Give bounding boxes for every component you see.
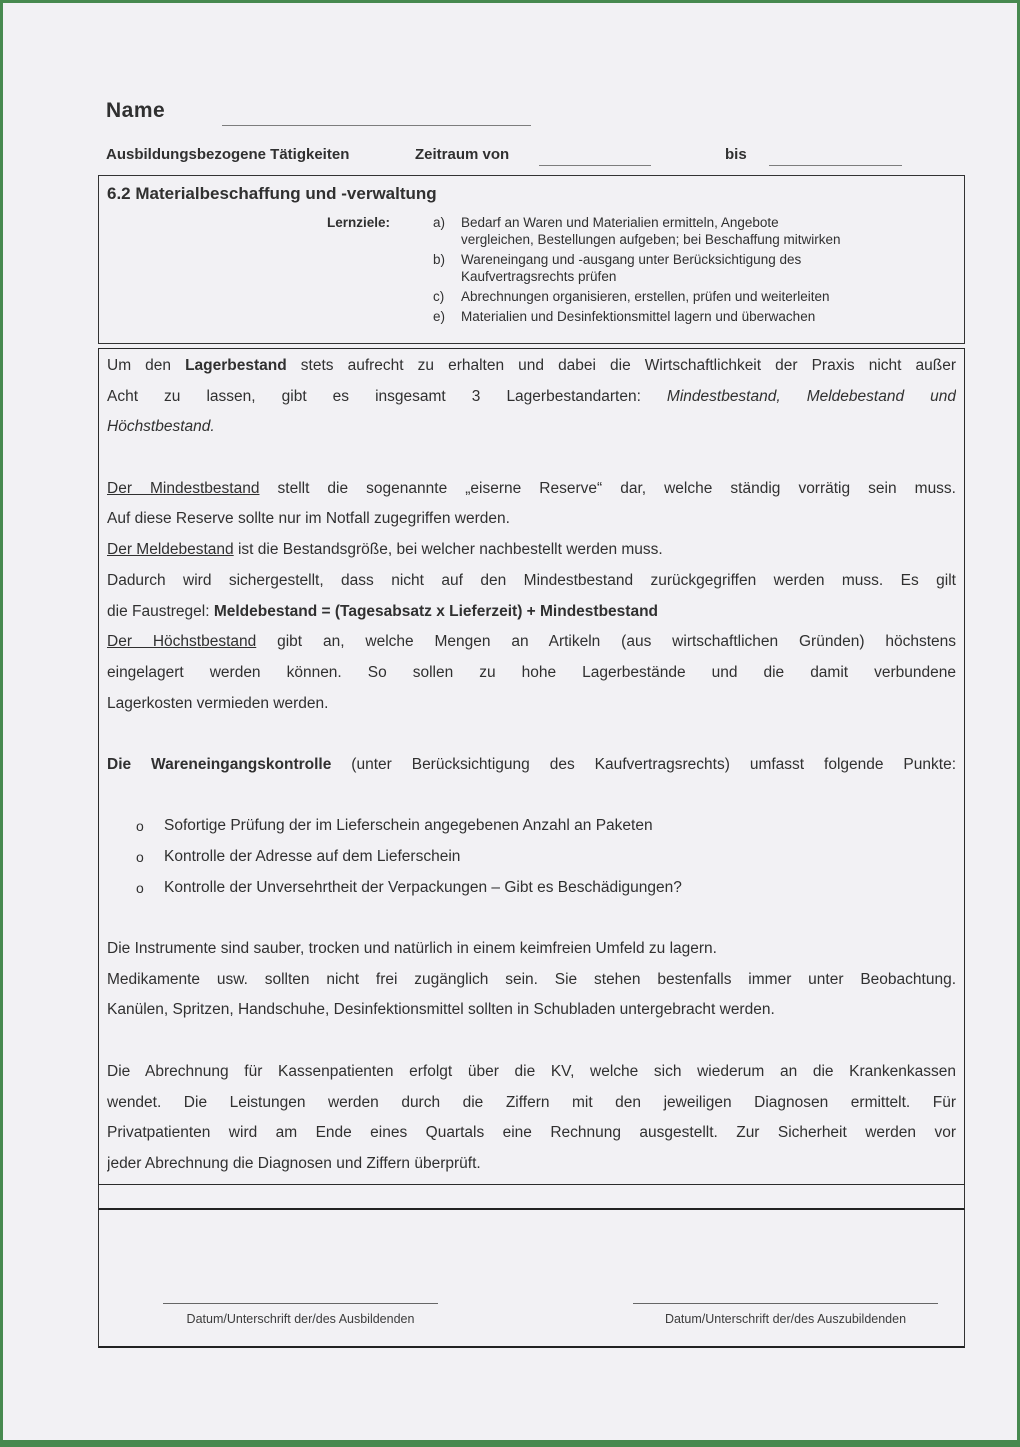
blank-line [107, 443, 956, 474]
goal-text: Wareneingang und -ausgang unter Berücksichtigung des Kaufvertragsrechts prüfen [461, 252, 802, 284]
bullet-item: o Kontrolle der Unversehrtheit der Verpackungen – Gibt es Beschädigungen? [107, 873, 956, 904]
body-line: Acht zu lassen, gibt es insgesamt 3 Lagerbestandarten: Mindestbestand, Meldebestand und [107, 387, 956, 405]
tasks-label: Ausbildungsbezogene Tätigkeiten [106, 146, 350, 163]
body-line: Höchstbestand. [107, 418, 215, 436]
bullet-item: o Sofortige Prüfung der im Lieferschein angegebenen Anzahl an Paketen [107, 811, 956, 842]
trainer-signature-line[interactable] [163, 1303, 438, 1304]
period-until-label: bis [725, 146, 747, 163]
blank-line [107, 719, 956, 750]
goal-text: Abrechnungen organisieren, erstellen, prüfen und weiterleiten [461, 289, 830, 304]
body-line: Um den Lagerbestand stets aufrecht zu erhalten und dabei die Wirtschaftlichkeit der Praxis nicht außer [107, 357, 956, 374]
goals-label: Lernziele: [327, 215, 391, 230]
trainer-signature-caption: Datum/Unterschrift der/des Ausbildenden [186, 1312, 415, 1326]
signature-box [98, 1210, 965, 1348]
body-line: die Faustregel: Meldebestand = (Tagesabsatz x Lieferzeit) + Mindestbestand [107, 602, 659, 620]
body-line: jeder Abrechnung die Diagnosen und Ziffern überprüft. [107, 1154, 481, 1172]
body-line: Lagerkosten vermieden werden. [107, 694, 329, 712]
goal-letter: b) [433, 252, 446, 267]
body-line: Dadurch wird sichergestellt, dass nicht auf den Mindestbestand zurückgegriffen werden muss. Es gilt [107, 571, 956, 589]
bullet-marker: o [136, 849, 144, 865]
bullet-marker: o [136, 818, 144, 835]
goal-list [433, 214, 841, 328]
main-text-box [98, 348, 965, 1185]
blank-line [107, 1026, 956, 1057]
body-line: Der Mindestbestand stellt die sogenannte „eiserne Reserve“ dar, welche ständig vorrätig sein muss. [107, 479, 956, 497]
goal-letter: e) [433, 309, 446, 324]
body-line: eingelagert werden können. So sollen zu hohe Lagerbestände und die damit verbundene [107, 663, 956, 681]
body-line: Kanülen, Spritzen, Handschuhe, Desinfektionsmittel sollten in Schubladen untergebracht werden. [107, 1001, 775, 1019]
goal-item-e [433, 308, 841, 325]
goal-letter: c) [433, 289, 445, 304]
name-label: Name [106, 99, 166, 122]
body-line: Der Meldebestand ist die Bestandsgröße, bei welcher nachbestellt werden muss. [107, 541, 663, 559]
bullet-marker: o [136, 879, 144, 896]
trainee-signature-caption: Datum/Unterschrift der/des Auszubildenden [664, 1312, 907, 1326]
name-fill-line[interactable] [222, 125, 531, 126]
body-line: Die Abrechnung für Kassenpatienten erfolgt über die KV, welche sich wiederum an die Krankenkassen [107, 1062, 956, 1080]
blank-line [107, 903, 956, 934]
blank-line [107, 781, 956, 812]
goal-text: Materialien und Desinfektionsmittel lagern und überwachen [461, 309, 816, 324]
empty-row [98, 1185, 965, 1210]
period-from-fill-line[interactable] [539, 165, 651, 166]
body-line: Privatpatienten wird am Ende eines Quartals eine Rechnung ausgestellt. Zur Sicherheit werden vor [107, 1124, 956, 1142]
goal-item-c [433, 288, 841, 305]
goal-item-a [433, 214, 841, 248]
section-title: 6.2 Materialbeschaffung und -verwaltung [107, 184, 437, 203]
body-line: Auf diese Reserve sollte nur im Notfall zugegriffen werden. [107, 510, 510, 528]
body-line: wendet. Die Leistungen werden durch die Ziffern mit den jeweiligen Diagnosen ermittelt. Für [107, 1093, 956, 1111]
goal-item-b [433, 251, 841, 285]
body-line: Die Wareneingangskontrolle (unter Berücksichtigung des Kaufvertragsrechts) umfasst folgende Punkte: [107, 755, 956, 773]
learning-goals [107, 214, 956, 328]
period-until-fill-line[interactable] [769, 165, 902, 166]
section-box [98, 175, 965, 344]
bullet-item: o Kontrolle der Adresse auf dem Lieferschein [107, 842, 956, 873]
body-line: Medikamente usw. sollten nicht frei zugänglich sein. Sie stehen bestenfalls immer unter Beobachtung. [107, 970, 956, 988]
goal-letter: a) [433, 215, 446, 230]
period-from-label: Zeitraum von [415, 146, 510, 163]
trainee-signature-line[interactable] [633, 1303, 938, 1304]
goal-text: Bedarf an Waren und Materialien ermitteln, Angebote vergleichen, Bestellungen aufgeben; bei Beschaffung mitwirken [461, 215, 841, 247]
trainer-signature-block [163, 1303, 438, 1326]
body-line: Der Höchstbestand gibt an, welche Mengen an Artikeln (aus wirtschaftlichen Gründen) höchstens [107, 633, 956, 651]
body-line: Die Instrumente sind sauber, trocken und natürlich in einem keimfreien Umfeld zu lagern. [107, 940, 717, 958]
trainee-signature-block [633, 1303, 938, 1326]
